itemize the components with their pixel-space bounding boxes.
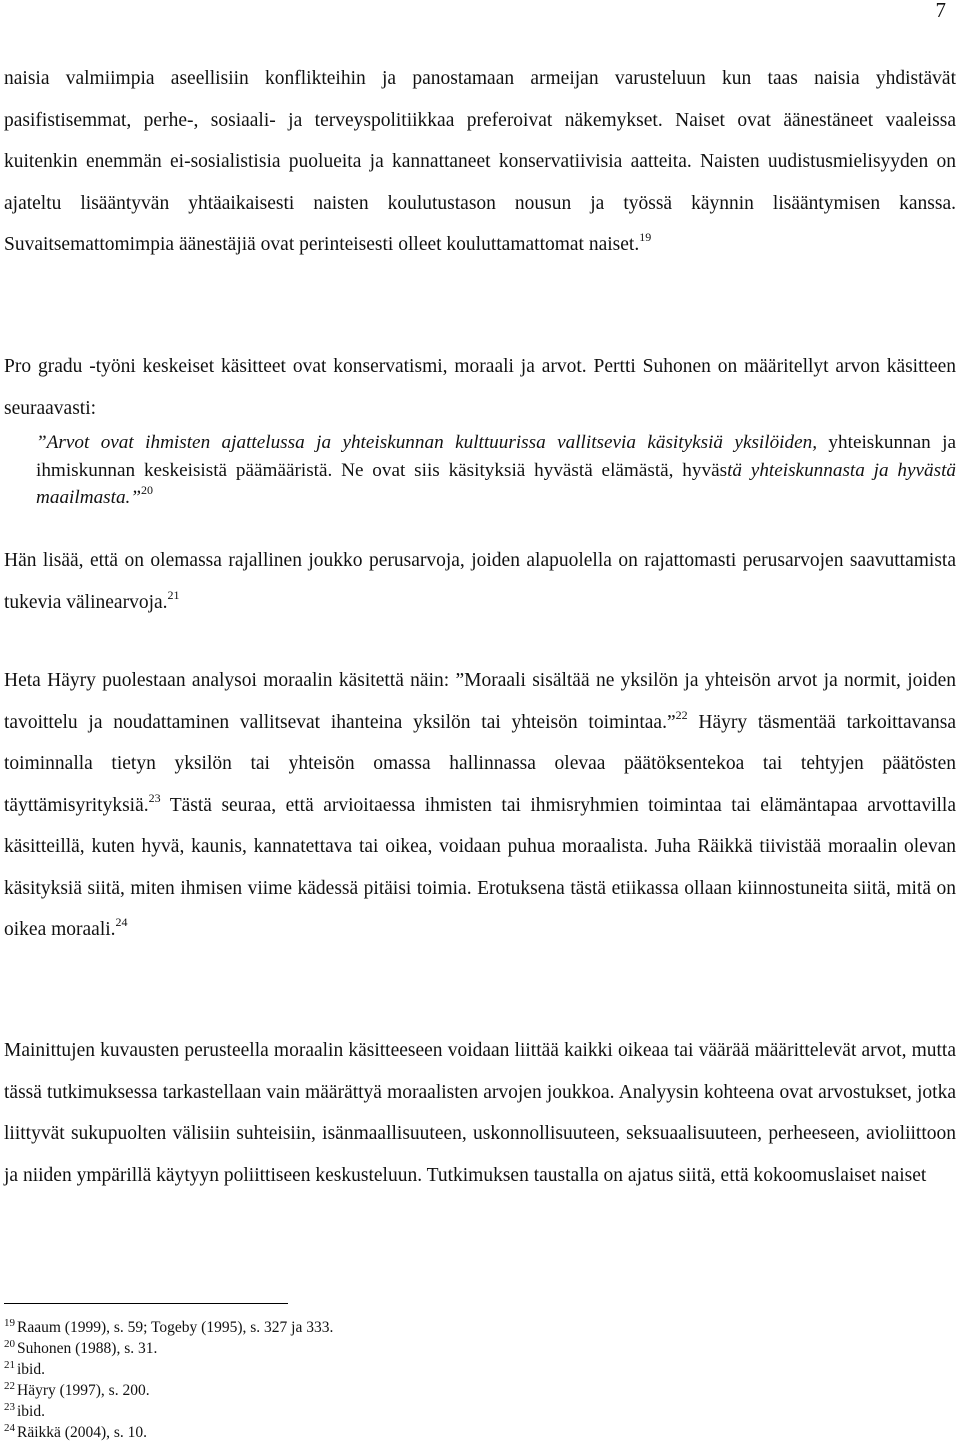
- block-quote: [36, 429, 956, 512]
- footnote-20: [4, 1338, 333, 1359]
- footnote-24: [4, 1422, 333, 1443]
- paragraph-3-text: Hän lisää, että on olemassa rajallinen joukko perusarvoja, joiden alapuolella on rajattomasti perusarvojen saavuttamista tukevia välinearvoja.: [4, 550, 956, 613]
- footnote-number: 24: [4, 1422, 15, 1434]
- paragraph-4: [4, 660, 956, 951]
- quote-italic-end: tä yhteiskunnasta ja hyvästä maailmasta.”: [36, 459, 957, 508]
- footnote-number: 22: [4, 1380, 15, 1392]
- footnote-number: 19: [4, 1317, 15, 1329]
- paragraph-5-text: Mainittujen kuvausten perusteella moraalin käsitteeseen voidaan liittää kaikki oikeaa tai väärää määrittelevät arvot, mutta tässä tutkimuksessa tarkastellaan vain määrättyä moraalisten arvojen joukkoa. Analyysin kohteena ovat arvostukset, jotka liittyvät sukupuolten välisiin suhteisiin, isänmaallisuuteen, uskonnollisuuteen, seksuaalisuuteen, perheeseen, avioliittoon ja niiden ympärillä käytyyn poliittiseen keskusteluun. Tutkimuksen taustalla on ajatus siitä, että kokoomuslaiset naiset: [4, 1040, 956, 1186]
- paragraph-1: [4, 58, 956, 266]
- quote-plain-part: yhteiskunnan ja ihmiskunnan keskeisistä päämääristä. Ne ovat siis käsityksiä hyvästä elämästä, hyväs: [36, 432, 956, 481]
- paragraph-3: [4, 540, 956, 623]
- footnote-ref-22: 22: [675, 707, 688, 722]
- footnote-separator: [4, 1303, 288, 1304]
- footnote-19: [4, 1317, 333, 1338]
- quote-italic-part: ”Arvot ovat ihmisten ajattelussa ja yhteiskunnan kulttuurissa vallitsevia käsityksiä yksilöiden,: [36, 432, 818, 453]
- footnote-text: Raaum (1999), s. 59; Togeby (1995), s. 327 ja 333.: [17, 1319, 334, 1336]
- footnote-text: ibid.: [17, 1403, 45, 1420]
- footnote-text: ibid.: [17, 1361, 45, 1378]
- paragraph-4-text-2: Häyry täsmentää tarkoittavansa toiminnalla tietyn yksilön tai yhteisön omassa hallinnassa olevaa päätöksentekoa tai tehtyjen päätösten täyttämisyrityksiä.: [4, 711, 957, 816]
- footnote-22: [4, 1380, 333, 1401]
- footnote-number: 23: [4, 1401, 15, 1413]
- paragraph-4-text-3: Tästä seuraa, että arvioitaessa ihmisten tai ihmisryhmien toimintaa tai elämäntapaa arvottavilla käsitteillä, kuten hyvä, kaunis, kannatettava tai oikea, voidaan puhua moraalista. Juha Räikkä tiivistää moraalin olevan käsityksiä siitä, miten ihmisen viime kädessä pitäisi toimia. Erotuksena tästä etiikassa ollaan kiinnostuneita siitä, mitä on oikea moraali.: [4, 794, 956, 940]
- footnotes: [4, 1317, 333, 1443]
- footnote-ref-23: 23: [148, 790, 161, 805]
- paragraph-4-text-1: Heta Häyry puolestaan analysoi moraalin käsitettä näin: ”Moraali sisältää ne yksilön ja yhteisön arvot ja normit, joiden tavoittelu ja noudattaminen vallitsevat ihanteina yksilön tai yhteisön toimintaa.”: [4, 670, 956, 733]
- footnote-23: [4, 1401, 333, 1422]
- page-number: 7: [935, 0, 946, 22]
- paragraph-2: [4, 346, 956, 429]
- footnote-ref-24: 24: [115, 915, 128, 929]
- footnote-ref-19: 19: [639, 230, 652, 244]
- paragraph-5: [4, 1030, 956, 1196]
- footnote-number: 21: [4, 1359, 15, 1371]
- footnote-text: Häyry (1997), s. 200.: [17, 1382, 150, 1399]
- footnote-ref-20: 20: [141, 483, 154, 497]
- paragraph-2-text: Pro gradu -työni keskeiset käsitteet ovat konservatismi, moraali ja arvot. Pertti Suhonen on määritellyt arvon käsitteen seuraavasti:: [4, 356, 956, 419]
- footnote-number: 20: [4, 1338, 15, 1350]
- footnote-text: Räikkä (2004), s. 10.: [17, 1424, 148, 1441]
- footnote-ref-21: 21: [167, 587, 180, 602]
- footnote-21: [4, 1359, 333, 1380]
- paragraph-1-text: naisia valmiimpia aseellisiin konflikteihin ja panostamaan armeijan varusteluun kun taas naisia yhdistävät pasifistisemmat, perhe-, sosiaali- ja terveyspolitiikkaa preferoivat näkemykset. Naiset ovat äänestäneet vaaleissa kuitenkin enemmän ei-sosialistisia puolueita ja kannattaneet konservatiivisia aatteita. Naisten uudistusmielisyyden on ajateltu lisääntyvän yhtäaikaisesti naisten koulutustason nousun ja työssä käynnin lisääntymisen kanssa. Suvaitsemattomimpia äänestäjiä ovat perinteisesti olleet kouluttamattomat naiset.: [4, 68, 956, 255]
- footnote-text: Suhonen (1988), s. 31.: [17, 1340, 158, 1357]
